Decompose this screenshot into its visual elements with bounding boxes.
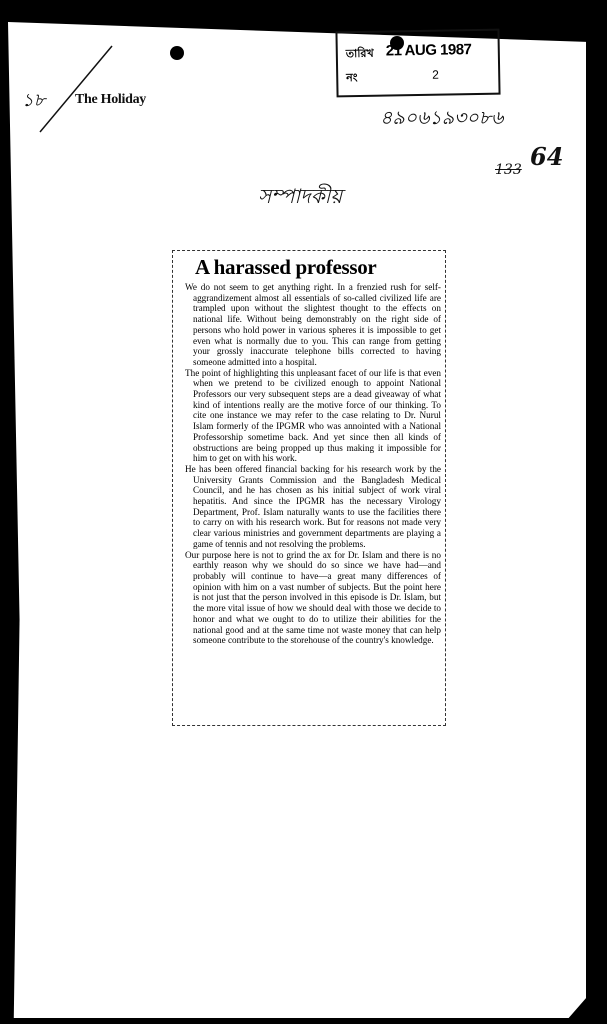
article-title: A harassed professor <box>195 255 377 279</box>
article-paragraph: We do not seem to get anything right. In a frenzied rush for self-aggrandizement almost all essentials of so-called civilized life are trampled upon without the slightest thought to the effects on national life. Without being demonstrably on the right side of persons who hold power in various spheres it is impossible to get even what is normally due to you. This can range from getting your grossly inaccurate telephone bills corrected to having someone admitted into a hospital. <box>185 282 441 367</box>
handwritten-reference-number: ৪৯০৬১৯৩০৮৬ <box>380 107 504 129</box>
stamp-label-number: নং <box>346 72 358 85</box>
punch-hole-left <box>170 46 184 60</box>
newspaper-clipping <box>172 250 446 726</box>
handwritten-category: সম্পাদকীয় <box>258 184 343 208</box>
stamp-number: 2 <box>432 67 440 82</box>
article-paragraph: The point of highlighting this unpleasant facet of our life is that even when we pretend to be civilized enough to appoint National Professors our very subsequent steps are a dead giveaway of what kind of intentions really are the motive force of our thinking. To cite one instance we may refer to the case relating to Dr. Nurul Islam formerly of the IPGMR who was annointed with a National Professorship sometime back. And yet since then all kinds of obstructions are being propped up thus making it impossible for him to get on with his work. <box>185 367 441 464</box>
handwritten-page-number-struck: 133 <box>495 162 522 178</box>
article-paragraph: He has been offered financial backing for his research work by the University Grants Commission and the Bangladesh Medical Council, and he has chosen as his initial subject of work viral hepatitis. And since the IPGMR has the necessary Virology Department, Prof. Islam naturally wants to use the facilities there to carry on with his research work. But for reasons not made very clear various ministries and government departments are playing a game of tennis and not resolving the problems. <box>185 463 441 549</box>
stamp-date: 21 AUG 1987 <box>385 41 472 60</box>
handwritten-page-number: 64 <box>530 142 564 171</box>
date-stamp <box>335 29 500 98</box>
article-body <box>173 282 445 646</box>
stamp-label-date: তারিখ <box>345 47 374 61</box>
newspaper-masthead: The Holiday <box>75 92 146 107</box>
article-paragraph: Our purpose here is not to grind the ax for Dr. Islam and there is no earthly reason why we should do so since we have had—and probably will continue to have—a great many differences of opinion with him on a vast number of subjects. But the point here is not just that the person involved in this episode is Dr. Islam, but the more vital issue of how we should deal with those we decide to honor and what we ought to do to utilize their abilities for the national good and at the same time not waste money that can help someone contribute to the storehouse of the country's knowledge. <box>185 549 441 646</box>
handwritten-top-left-note: ১৮ <box>22 90 46 111</box>
